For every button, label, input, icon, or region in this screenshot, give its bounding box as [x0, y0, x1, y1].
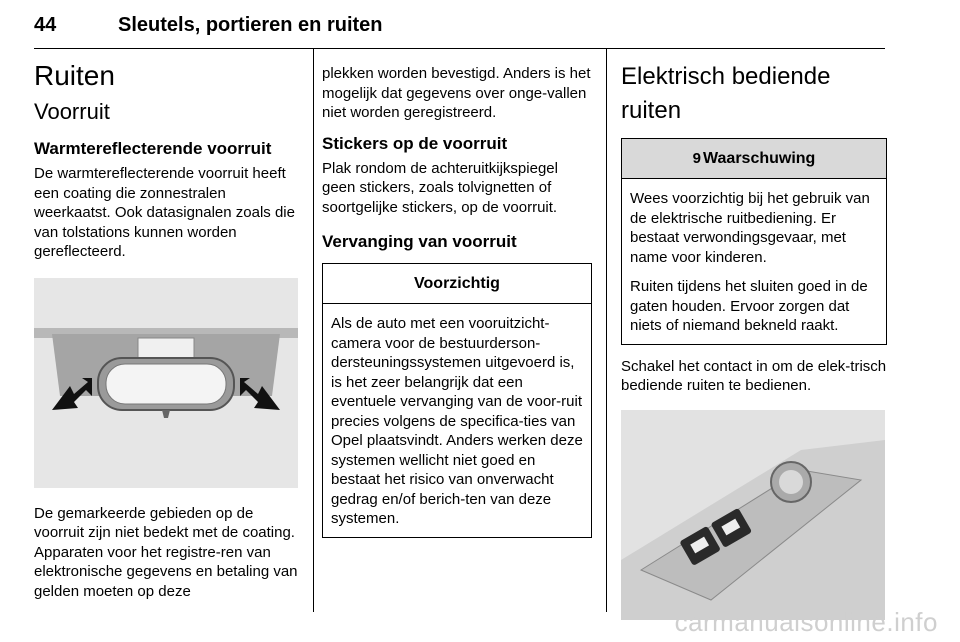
section-title: Elektrisch bediende ruiten	[621, 63, 831, 124]
warning-icon: 9	[692, 150, 702, 167]
caution-box	[322, 263, 592, 538]
topic-title: Stickers op de voorruit	[322, 133, 508, 153]
column-3	[621, 60, 887, 620]
warning-text: Ruiten tijdens het sluiten goed in de gaten houden. Ervoor zorgen dat niets of niemand bekneld raakt.	[630, 278, 868, 334]
paragraph: Plak rondom de achteruitkijkspiegel geen stickers, zoals tolvignetten of soortgelijke stickers, op de voorruit.	[322, 159, 558, 216]
warning-title: Waarschuwing	[703, 150, 816, 167]
column-divider-left	[313, 48, 314, 612]
window-switch-figure	[621, 410, 885, 620]
paragraph: De warmtereflecterende voorruit heeft een coating die zonnestralen weerkaatst. Ook datasignalen zoals die van tolstations kunnen worden gereflecteerd.	[34, 165, 295, 260]
windshield-figure	[34, 278, 298, 488]
subsection-title: Voorruit	[34, 99, 110, 124]
watermark: carmanualsonline.info	[674, 607, 938, 637]
caution-text: Als de auto met een vooruitzicht-camera voor de bestuurderson-dersteuningssystemen uitgevoerd is, is het zeer belangrijk dat een eventuele vervanging van de voor-ruit precies volgens de specifica-ties van Opel plaatsvindt. Anders werken deze systemen wellicht niet goed en bestaat het risico van onverwacht gedrag en/of berich-ten van deze systemen.	[331, 315, 583, 527]
topic-title: Vervanging van voorruit	[322, 232, 517, 251]
column-1	[34, 60, 300, 611]
window-switch-illustration	[621, 410, 885, 620]
paragraph: De gemarkeerde gebieden op de voorruit zijn niet bedekt met de coating. Apparaten voor het registre-ren van elektronische gegevens en betaling van gelden moeten op deze	[34, 504, 298, 600]
section-title: Ruiten	[34, 60, 115, 91]
paragraph: plekken worden bevestigd. Anders is het mogelijk dat gegevens over onge-vallen niet worden geregistreerd.	[322, 65, 591, 121]
warning-box	[621, 138, 887, 345]
page-number: 44	[34, 14, 57, 36]
warning-header	[622, 139, 886, 179]
windshield-mirror-illustration	[34, 278, 298, 488]
paragraph: Schakel het contact in om de elek-trisch bediende ruiten te bedienen.	[621, 357, 887, 394]
column-2	[322, 64, 592, 538]
running-title: Sleutels, portieren en ruiten	[118, 14, 383, 36]
warning-text: Wees voorzichtig bij het gebruik van de elektrische ruitbediening. Er bestaat verwondingsgevaar, met name voor kinderen.	[630, 190, 870, 266]
page-header	[34, 14, 885, 49]
topic-title: Warmtereflecterende voorruit	[34, 139, 272, 158]
column-divider-right	[606, 48, 607, 612]
caution-title: Voorzichtig	[323, 264, 591, 304]
